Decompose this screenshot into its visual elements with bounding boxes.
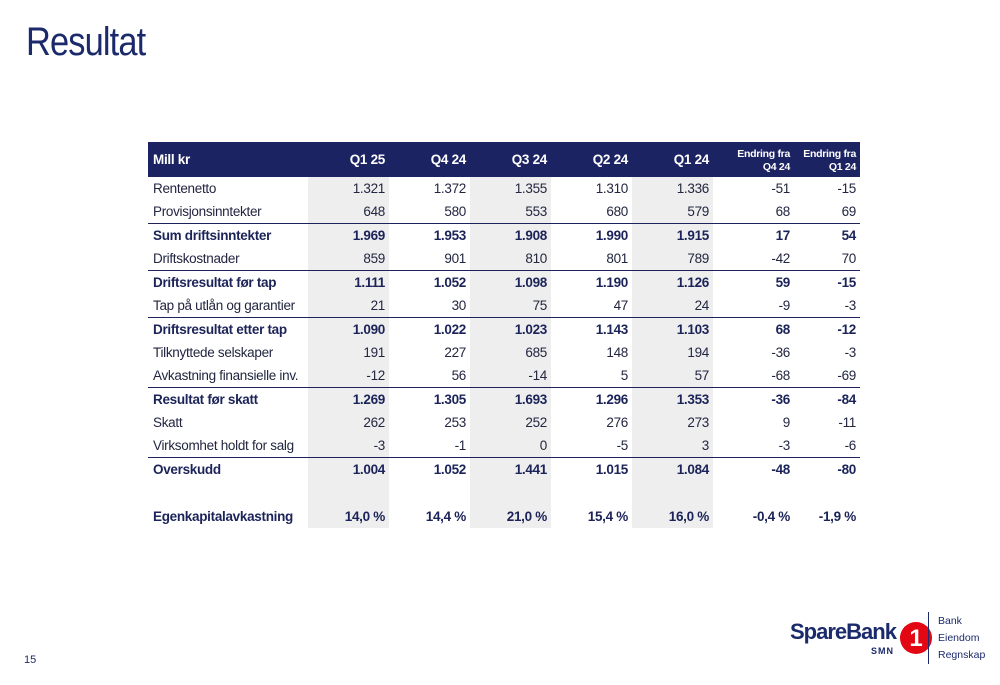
row-label: Skatt xyxy=(153,415,183,430)
cell-value: 648 xyxy=(308,200,389,224)
table-row xyxy=(148,388,860,412)
cell-value: 1.126 xyxy=(632,271,713,295)
header-change-q4 xyxy=(713,142,794,177)
logo-menu-bank: Bank xyxy=(938,615,962,627)
row-label: Resultat før skatt xyxy=(148,388,308,412)
cell-value: 75 xyxy=(470,294,551,318)
cell-value: 1.015 xyxy=(551,458,632,482)
cell-value: 16,0 % xyxy=(632,505,713,528)
cell-value: 1.372 xyxy=(433,181,466,196)
header-change-q1 xyxy=(794,142,860,177)
cell-value: 21,0 % xyxy=(470,505,551,528)
cell-value: 789 xyxy=(632,247,713,271)
cell-value: 1.305 xyxy=(389,388,470,412)
spacer-cell xyxy=(308,481,389,505)
cell-value: 5 xyxy=(620,368,628,383)
logo-menu xyxy=(938,613,985,664)
cell-value: 1.269 xyxy=(308,388,389,412)
cell-value: 580 xyxy=(444,204,466,219)
cell-value: 1.004 xyxy=(308,458,389,482)
header-q1-25: Q1 25 xyxy=(308,142,389,177)
cell-value: -15 xyxy=(794,271,860,295)
cell-value: 3 xyxy=(632,434,713,458)
row-label: Sum driftsinntekter xyxy=(148,224,308,248)
cell-value: 1.098 xyxy=(470,271,551,295)
cell-value: 1.190 xyxy=(551,271,632,295)
cell-value: 68 xyxy=(713,318,794,342)
cell-value: 273 xyxy=(632,411,713,434)
logo-menu-eiendom: Eiendom xyxy=(938,632,980,644)
cell-value: 1.111 xyxy=(308,271,389,295)
header-q1-24: Q1 24 xyxy=(632,142,713,177)
spacer-cell xyxy=(148,481,308,505)
cell-value: -3 xyxy=(308,434,389,458)
logo-sub: SMN xyxy=(870,646,894,656)
table-body xyxy=(148,177,860,528)
cell-value: 1.915 xyxy=(632,224,713,248)
table-row xyxy=(148,247,860,271)
cell-value: 276 xyxy=(606,415,628,430)
cell-value: -12 xyxy=(308,364,389,388)
table-row xyxy=(148,458,860,482)
header-change-q1-line2: Q1 24 xyxy=(828,160,856,173)
cell-value: 15,4 % xyxy=(587,509,628,524)
cell-value: 1.969 xyxy=(308,224,389,248)
cell-value: -9 xyxy=(778,298,790,313)
header-change-q1-line1: Endring fra xyxy=(803,147,856,160)
spacer-cell xyxy=(632,481,713,505)
cell-value: 1.321 xyxy=(308,177,389,200)
cell-value: 24 xyxy=(632,294,713,318)
cell-value: 680 xyxy=(606,204,628,219)
cell-value: 685 xyxy=(470,341,551,364)
cell-value: -5 xyxy=(616,438,628,453)
equity-row xyxy=(148,505,860,528)
logo-menu-regnskap: Regnskap xyxy=(938,649,986,661)
cell-value: -48 xyxy=(713,458,794,482)
cell-value: 9 xyxy=(782,415,790,430)
header-q3-24: Q3 24 xyxy=(470,142,551,177)
cell-value: 1.296 xyxy=(551,388,632,412)
spacer-row xyxy=(148,481,860,505)
table-row xyxy=(148,271,860,295)
table-row xyxy=(148,318,860,342)
cell-value: -36 xyxy=(771,345,790,360)
logo-name: SpareBank xyxy=(790,619,896,644)
cell-value: -12 xyxy=(794,318,860,342)
cell-value: 47 xyxy=(613,298,628,313)
cell-value: 1.990 xyxy=(551,224,632,248)
cell-value: 68 xyxy=(775,204,790,219)
cell-value: 227 xyxy=(444,345,466,360)
row-label: Tap på utlån og garantier xyxy=(153,298,295,313)
cell-value: 191 xyxy=(308,341,389,364)
cell-value: -15 xyxy=(837,181,856,196)
cell-value: -51 xyxy=(771,181,790,196)
cell-value: 21 xyxy=(308,294,389,318)
cell-value: -1,9 % xyxy=(818,509,856,524)
cell-value: 901 xyxy=(444,251,466,266)
cell-value: 17 xyxy=(713,224,794,248)
row-label: Rentenetto xyxy=(153,181,217,196)
cell-value: -84 xyxy=(794,388,860,412)
cell-value: -3 xyxy=(844,298,856,313)
cell-value: -42 xyxy=(771,251,790,266)
table-row xyxy=(148,341,860,364)
spacer-cell xyxy=(470,481,551,505)
row-label: Driftsresultat før tap xyxy=(148,271,308,295)
logo-divider xyxy=(928,612,929,664)
cell-value: -11 xyxy=(838,415,856,430)
spacer-cell xyxy=(794,481,860,505)
header-change-q4-line1: Endring fra xyxy=(737,147,790,160)
page-number: 15 xyxy=(24,654,37,666)
cell-value: -68 xyxy=(771,368,790,383)
spacer-cell xyxy=(389,481,470,505)
cell-value: 70 xyxy=(841,251,856,266)
cell-value: 1.084 xyxy=(632,458,713,482)
cell-value: 1.441 xyxy=(470,458,551,482)
header-q4-24: Q4 24 xyxy=(389,142,470,177)
cell-value: 1.908 xyxy=(470,224,551,248)
table-row xyxy=(148,200,860,224)
cell-value: 1.310 xyxy=(595,181,628,196)
row-label: Driftsresultat etter tap xyxy=(148,318,308,342)
header-label: Mill kr xyxy=(148,142,308,177)
cell-value: 1.143 xyxy=(551,318,632,342)
spacer-cell xyxy=(551,481,632,505)
cell-value: 1.336 xyxy=(632,177,713,200)
cell-value: -1 xyxy=(454,438,466,453)
cell-value: 1.355 xyxy=(470,177,551,200)
table-row xyxy=(148,224,860,248)
cell-value: -3 xyxy=(844,345,856,360)
spacer-cell xyxy=(713,481,794,505)
cell-value: 579 xyxy=(632,200,713,224)
cell-value: -69 xyxy=(837,368,856,383)
cell-value: 801 xyxy=(606,251,628,266)
row-label: Overskudd xyxy=(148,458,308,482)
sparebank-logo xyxy=(790,620,933,656)
table-row xyxy=(148,177,860,200)
cell-value: 253 xyxy=(444,415,466,430)
row-label: Provisjonsinntekter xyxy=(153,204,262,219)
cell-value: 1.023 xyxy=(470,318,551,342)
logo-badge-text: 1 xyxy=(909,625,923,652)
cell-value: 1.022 xyxy=(389,318,470,342)
cell-value: 1.052 xyxy=(389,271,470,295)
cell-value: -6 xyxy=(844,438,856,453)
cell-value: 30 xyxy=(451,298,466,313)
row-label: Virksomhet holdt for salg xyxy=(153,438,294,453)
table-row xyxy=(148,364,860,388)
cell-value: 553 xyxy=(470,200,551,224)
cell-value: 1.353 xyxy=(632,388,713,412)
cell-value: 1.103 xyxy=(632,318,713,342)
cell-value: 859 xyxy=(308,247,389,271)
cell-value: 57 xyxy=(632,364,713,388)
cell-value: -36 xyxy=(713,388,794,412)
cell-value: 810 xyxy=(470,247,551,271)
cell-value: 59 xyxy=(713,271,794,295)
row-label: Tilknyttede selskaper xyxy=(153,345,274,360)
logo-text xyxy=(790,620,896,656)
header-q2-24: Q2 24 xyxy=(551,142,632,177)
table-row xyxy=(148,434,860,458)
cell-value: 252 xyxy=(470,411,551,434)
cell-value: 69 xyxy=(841,204,856,219)
cell-value: 54 xyxy=(794,224,860,248)
cell-value: -14 xyxy=(470,364,551,388)
cell-value: -3 xyxy=(778,438,790,453)
cell-value: 0 xyxy=(470,434,551,458)
cell-value: 1.052 xyxy=(389,458,470,482)
cell-value: 148 xyxy=(606,345,628,360)
row-label: Driftskostnader xyxy=(153,251,240,266)
result-table xyxy=(148,142,860,528)
cell-value: 56 xyxy=(451,368,466,383)
page-title: Resultat xyxy=(26,20,146,64)
row-label: Avkastning finansielle inv. xyxy=(153,368,299,383)
cell-value: 194 xyxy=(632,341,713,364)
cell-value: 1.090 xyxy=(308,318,389,342)
cell-value: 262 xyxy=(308,411,389,434)
cell-value: -0,4 % xyxy=(752,509,790,524)
cell-value: -80 xyxy=(794,458,860,482)
header-change-q4-line2: Q4 24 xyxy=(762,160,790,173)
table-row xyxy=(148,294,860,318)
cell-value: 14,4 % xyxy=(425,509,466,524)
cell-value: 1.693 xyxy=(470,388,551,412)
cell-value: 14,0 % xyxy=(308,505,389,528)
table-header-row xyxy=(148,142,860,177)
cell-value: 1.953 xyxy=(389,224,470,248)
row-label: Egenkapitalavkastning xyxy=(153,509,293,524)
table-row xyxy=(148,411,860,434)
